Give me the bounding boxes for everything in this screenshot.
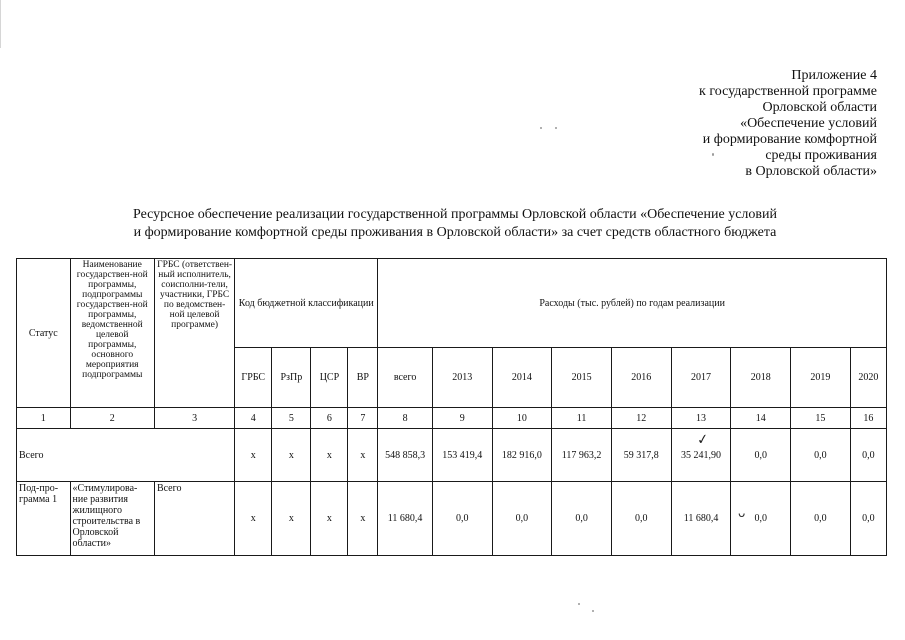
handwritten-hook-mark-icon: ᴗ	[738, 506, 746, 520]
header-year: 2014	[492, 348, 552, 408]
title-line-2: и формирование комфортной среды проживания в Орловской области» за счет средств областного бюджета	[133, 225, 777, 240]
header-code-rzpr: РзПр	[272, 348, 311, 408]
column-number: 16	[850, 408, 886, 429]
value-cell: 0,0	[731, 482, 791, 556]
column-number: 3	[154, 408, 234, 429]
value-cell: 0,0	[791, 482, 851, 556]
code-cell: х	[272, 482, 311, 556]
header-code-vr: ВР	[348, 348, 378, 408]
value-cell: 0,0	[492, 482, 552, 556]
row-status: Под-про-грамма 1	[17, 482, 71, 556]
appendix-line: «Обеспечение условий	[740, 116, 877, 131]
row-label-total: Всего	[17, 429, 235, 482]
column-number: 6	[311, 408, 348, 429]
code-cell: х	[272, 429, 311, 482]
header-budget-code: Код бюджетной классификации	[235, 259, 378, 348]
column-number: 4	[235, 408, 272, 429]
header-code-grbs: ГРБС	[235, 348, 272, 408]
title-line-1: Ресурсное обеспечение реализации государственной программы Орловской области «Обеспечение условий	[132, 207, 778, 222]
header-year: 2019	[791, 348, 851, 408]
header-expenses: Расходы (тыс. рублей) по годам реализации	[378, 259, 887, 348]
row-grbs: Всего	[154, 482, 234, 556]
value-cell: 59 317,8	[611, 429, 671, 482]
appendix-line: Приложение 4	[791, 68, 877, 83]
code-cell: х	[235, 429, 272, 482]
header-name: Наименование государствен-ной программы, подпрограммы государствен-ной программы, ведомственной целевой программы, основного мероприятия подпрограммы	[70, 259, 154, 408]
value-cell: 35 241,90	[671, 429, 731, 482]
header-year: 2016	[611, 348, 671, 408]
value-cell: 0,0	[850, 429, 886, 482]
scan-speck	[592, 610, 594, 612]
scan-speck	[540, 127, 542, 129]
header-grbs: ГРБС (ответствен-ный исполнитель, соисполни-тели, участники, ГРБС по ведомствен-ной целевой программе)	[154, 259, 234, 408]
appendix-line: к государственной программе	[699, 84, 877, 99]
column-number: 2	[70, 408, 154, 429]
column-number: 8	[378, 408, 433, 429]
code-cell: х	[235, 482, 272, 556]
code-cell: х	[311, 482, 348, 556]
code-cell: х	[311, 429, 348, 482]
value-cell: 0,0	[432, 482, 492, 556]
appendix-line: в Орловской области»	[745, 164, 877, 179]
scan-edge-mark	[0, 0, 4, 48]
value-cell: 182 916,0	[492, 429, 552, 482]
appendix-line: и формирование комфортной	[702, 132, 877, 147]
code-cell: х	[348, 429, 378, 482]
column-number: 5	[272, 408, 311, 429]
header-year: 2013	[432, 348, 492, 408]
value-cell: 0,0	[552, 482, 612, 556]
code-cell: х	[348, 482, 378, 556]
value-cell: 11 680,4	[378, 482, 433, 556]
column-number: 12	[611, 408, 671, 429]
value-cell: 0,0	[791, 429, 851, 482]
value-cell: 548 858,3	[378, 429, 433, 482]
header-year: 2018	[731, 348, 791, 408]
value-cell: 153 419,4	[432, 429, 492, 482]
value-cell: 0,0	[611, 482, 671, 556]
appendix-line: Орловской области	[762, 100, 877, 115]
header-status: Статус	[17, 259, 71, 408]
header-year: 2017	[671, 348, 731, 408]
column-number: 1	[17, 408, 71, 429]
handwritten-checkmark-icon: ✓	[695, 431, 710, 449]
scan-speck	[578, 603, 580, 605]
column-number-row	[17, 408, 887, 429]
column-number: 15	[791, 408, 851, 429]
header-code-csr: ЦСР	[311, 348, 348, 408]
column-number: 11	[552, 408, 612, 429]
resource-table	[16, 258, 887, 556]
value-cell: 11 680,4	[671, 482, 731, 556]
document-title	[60, 206, 850, 242]
column-number: 14	[731, 408, 791, 429]
header-year: 2015	[552, 348, 612, 408]
table-row-total	[17, 429, 887, 482]
column-number: 9	[432, 408, 492, 429]
value-cell: 0,0	[850, 482, 886, 556]
scan-speck	[555, 127, 557, 129]
table-row-subprogram	[17, 482, 887, 556]
appendix-line: среды проживания	[765, 148, 877, 163]
header-year: 2020	[850, 348, 886, 408]
column-number: 10	[492, 408, 552, 429]
value-cell: 117 963,2	[552, 429, 612, 482]
value-cell: 0,0	[731, 429, 791, 482]
header-expense-total: всего	[378, 348, 433, 408]
scan-speck	[712, 153, 714, 156]
appendix-header	[647, 68, 877, 180]
column-number: 7	[348, 408, 378, 429]
row-name: «Стимулирова-ние развития жилищного строительства в Орловской области»	[70, 482, 154, 556]
column-number: 13	[671, 408, 731, 429]
